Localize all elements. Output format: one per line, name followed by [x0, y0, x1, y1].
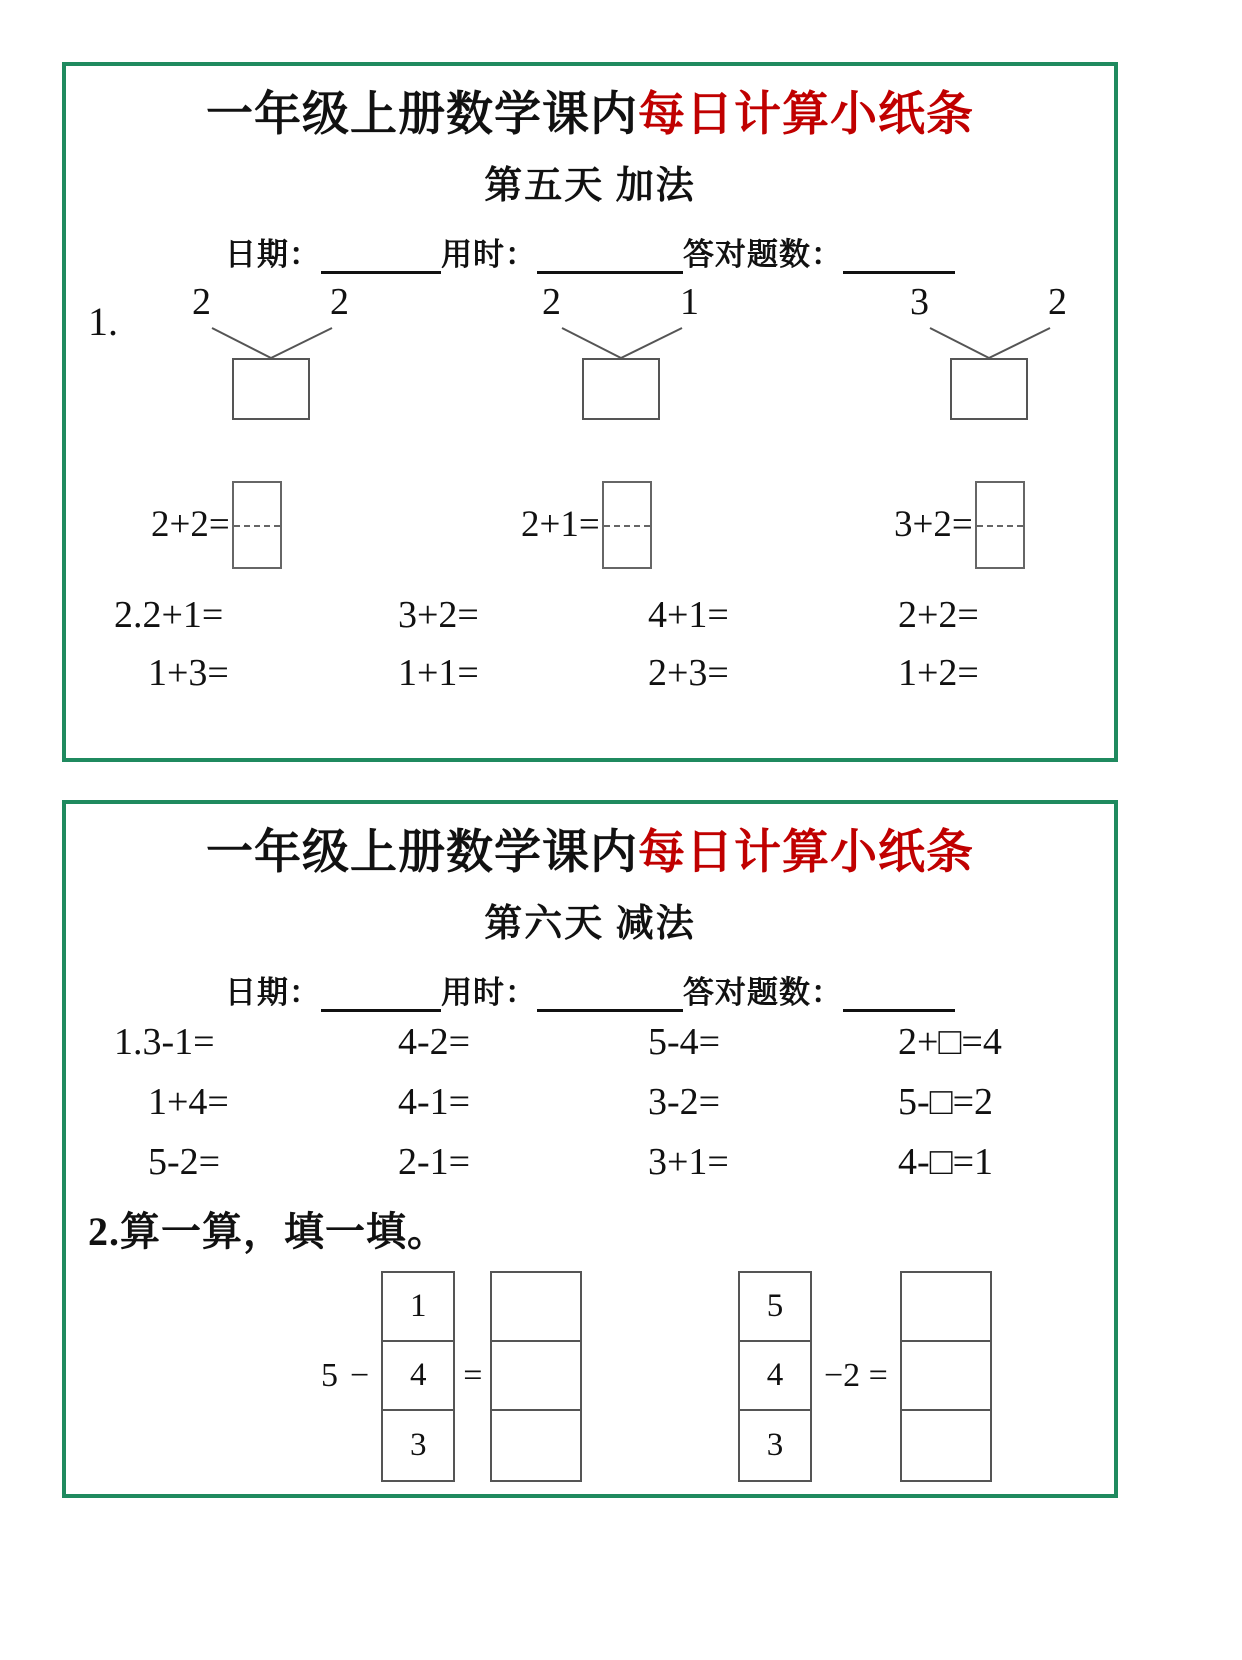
problem-cell[interactable]: 1+3=	[148, 651, 229, 694]
table-cell: 4	[383, 1342, 453, 1411]
meta-row	[66, 967, 1114, 1012]
equation-text: 3+2=	[894, 504, 973, 546]
problem-cell[interactable]: 5-2=	[148, 1140, 221, 1183]
minuend-column-table	[738, 1271, 812, 1482]
bond-addend-right: 2	[1048, 280, 1067, 323]
equation-with-box-1	[151, 481, 282, 569]
table-cell: 4	[740, 1342, 810, 1411]
problem-cell[interactable]: 1+4=	[148, 1080, 229, 1123]
number-bond-3	[904, 280, 1079, 450]
column-exercise-2	[738, 1271, 992, 1482]
number-bond-1	[186, 280, 361, 450]
time-input-blank[interactable]	[537, 982, 683, 1012]
problem-cell-with-blank[interactable]: 5-□=2	[898, 1080, 994, 1123]
equation-text: 2+2=	[151, 504, 230, 546]
subtrahend-column-table	[381, 1271, 455, 1482]
table-cell: 5	[740, 1273, 810, 1342]
answer-column-table	[490, 1271, 582, 1482]
date-label: 日期：	[225, 236, 321, 272]
minuend-value: 5	[321, 1357, 338, 1395]
problem-text: 3-1=	[142, 1020, 215, 1063]
answer-cell[interactable]	[902, 1273, 990, 1342]
table-cell: 3	[766, 1426, 784, 1463]
section-2-number: 2.	[114, 593, 143, 636]
problem-cell[interactable]: 1+1=	[398, 651, 479, 694]
date-label: 日期：	[225, 974, 321, 1010]
worksheet-subtitle: 第六天 减法	[484, 902, 696, 945]
problem-text: 2+1=	[142, 593, 224, 636]
worksheet-day6-subtraction	[62, 800, 1118, 1498]
answer-cell[interactable]	[902, 1411, 990, 1480]
worksheet-title-black: 一年级上册数学课内	[206, 89, 638, 141]
number-bond-row	[66, 280, 1114, 455]
answer-cell[interactable]	[492, 1342, 580, 1411]
bond-answer-box[interactable]	[582, 358, 660, 420]
problem-cell[interactable]: 1+2=	[898, 651, 979, 694]
bond-addend-left: 2	[542, 280, 561, 323]
section-1-number: 1.	[114, 1020, 143, 1063]
equation-text: 2+1=	[521, 504, 600, 546]
problem-cell-with-blank[interactable]: 2+□=4	[898, 1020, 1002, 1063]
problem-cell[interactable]: 4-2=	[398, 1020, 471, 1063]
operator-and-equals: −2 =	[824, 1357, 888, 1395]
equation-with-box-2	[521, 481, 652, 569]
table-cell: 3	[409, 1426, 427, 1463]
bond-addend-right: 2	[330, 280, 349, 323]
worksheet-day5-addition	[62, 62, 1118, 762]
date-input-blank[interactable]	[321, 244, 441, 274]
problem-cell[interactable]: 3+2=	[398, 593, 479, 636]
score-input-blank[interactable]	[843, 244, 955, 274]
time-input-blank[interactable]	[537, 244, 683, 274]
time-label: 用时：	[441, 974, 537, 1010]
problem-cell[interactable]: 2+2=	[898, 593, 979, 636]
bond-addend-left: 3	[910, 280, 929, 323]
worksheet-title-black: 一年级上册数学课内	[206, 827, 638, 879]
worksheet-title-red: 每日计算小纸条	[638, 827, 974, 879]
problem-cell[interactable]: 4-1=	[398, 1080, 471, 1123]
section-1-number: 1.	[88, 298, 118, 344]
equals-symbol: =	[463, 1357, 483, 1395]
bond-answer-box[interactable]	[232, 358, 310, 420]
date-input-blank[interactable]	[321, 982, 441, 1012]
addition-problem-grid	[66, 593, 1114, 695]
score-label: 答对题数：	[683, 974, 843, 1010]
subtraction-problem-grid	[66, 1020, 1114, 1184]
worksheet-title-red: 每日计算小纸条	[638, 89, 974, 141]
meta-row	[66, 229, 1114, 274]
column-exercise-1	[321, 1271, 582, 1482]
problem-cell[interactable]	[90, 1020, 340, 1064]
equation-box-row	[66, 463, 1114, 583]
split-answer-box[interactable]	[232, 481, 282, 569]
worksheet-title	[66, 827, 1114, 880]
equation-with-box-3	[894, 481, 1025, 569]
score-input-blank[interactable]	[843, 982, 955, 1012]
answer-cell[interactable]	[492, 1411, 580, 1480]
table-cell: 1	[383, 1273, 453, 1342]
worksheet-subtitle: 第五天 加法	[484, 164, 696, 207]
time-label: 用时：	[441, 236, 537, 272]
operator-symbol: −	[350, 1357, 370, 1395]
score-label: 答对题数：	[683, 236, 843, 272]
answer-cell[interactable]	[902, 1342, 990, 1411]
answer-column-table	[900, 1271, 992, 1482]
problem-cell[interactable]: 5-4=	[648, 1020, 721, 1063]
bond-addend-left: 2	[192, 280, 211, 323]
problem-cell[interactable]: 3+1=	[648, 1140, 729, 1183]
answer-cell[interactable]	[492, 1273, 580, 1342]
problem-cell[interactable]	[90, 593, 340, 637]
bond-answer-box[interactable]	[950, 358, 1028, 420]
problem-cell-with-blank[interactable]: 4-□=1	[898, 1140, 994, 1183]
number-bond-2	[536, 280, 711, 450]
bond-addend-right: 1	[680, 280, 699, 323]
problem-cell[interactable]: 3-2=	[648, 1080, 721, 1123]
section-2-heading: 2.算一算，填一填。	[88, 1208, 448, 1254]
problem-cell[interactable]: 2+3=	[648, 651, 729, 694]
problem-cell[interactable]: 4+1=	[648, 593, 729, 636]
split-answer-box[interactable]	[602, 481, 652, 569]
split-answer-box[interactable]	[975, 481, 1025, 569]
worksheet-title	[66, 89, 1114, 142]
problem-cell[interactable]: 2-1=	[398, 1140, 471, 1183]
column-table-row	[66, 1263, 1114, 1491]
